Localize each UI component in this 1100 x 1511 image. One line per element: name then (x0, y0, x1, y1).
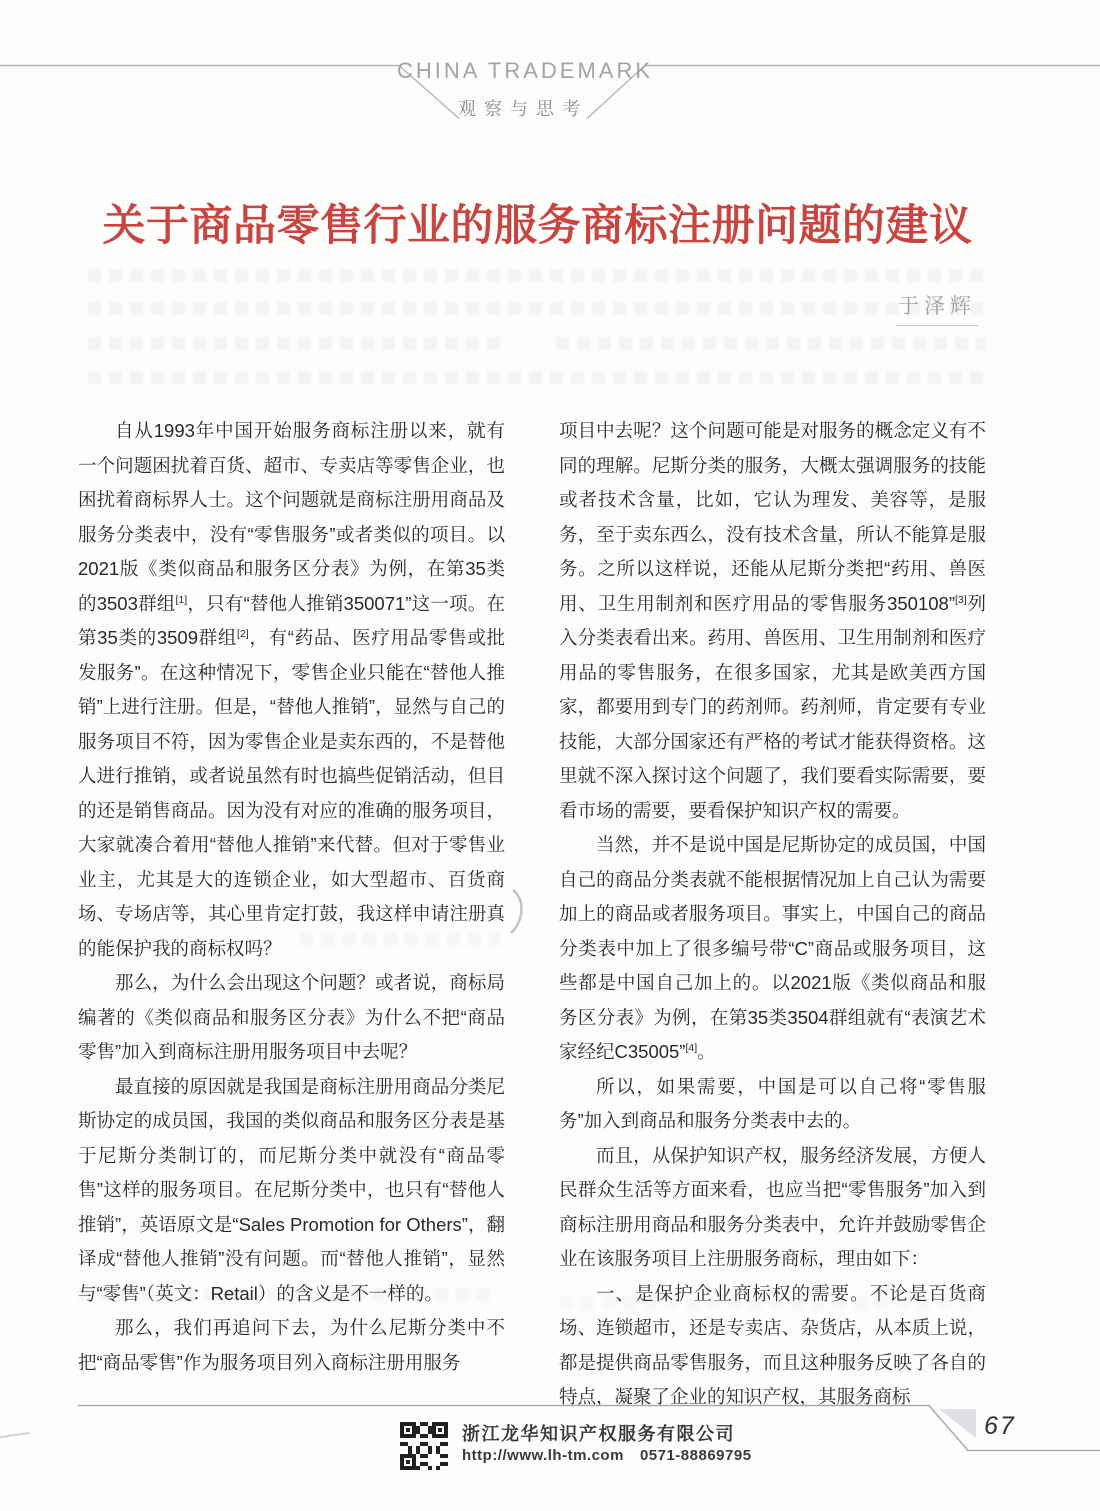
bleed-through-line (88, 302, 988, 315)
right-column (559, 414, 986, 1415)
bleed-through-line (88, 337, 508, 350)
article-paragraph: 所以，如果需要，中国是可以自己将“零售服务”加入到商品和服务分类表中去的。 (559, 1075, 986, 1131)
article-body (78, 414, 986, 1415)
bleed-through-line (88, 269, 988, 282)
article-paragraph: 一、是保护企业商标权的需要。不论是百货商场、连锁超市，还是专卖店、杂货店，从本质上说，都是提供商品零售服务，而且这种服务反映了各自的特点，凝聚了企业的知识产权，其服务商标 (559, 1282, 986, 1407)
bleed-through-line (556, 337, 986, 350)
article-author: 于泽辉 (896, 290, 978, 326)
publisher-phone: 0571-88869795 (639, 1447, 752, 1464)
publisher-name: 浙江龙华知识产权服务有限公司 (462, 1424, 735, 1444)
article-paragraph: 自从1993年中国开始服务商标注册以来，就有一个问题困扰着百货、超市、专卖店等零售企业，也困扰着商标界人士。这个问题就是商标注册用商品及服务分类表中，没有“零售服务”或者类似的项目。以2021版《类似商品和服务区分表》为例，在第35类的3503群组[1]，只有“替他人推销350071”这一项。在第35类的3509群组[2]，有“药品、医疗用品零售或批发服务”。在这种情况下，零售企业只能在“替他人推销”上进行注册。但是，“替他人推销”，显然与自己的服务项目不符，因为零售企业是卖东西的，不是替他人进行推销，或者说虽然有时也搞些促销活动，但目的还是销售商品。因为没有对应的准确的服务项目，大家就凑合着用“替他人推销”来代替。但对于零售业业主，尤其是大的连锁企业，如大型超市、百货商场、专场店等，其心里肯定打鼓，我这样申请注册真的能保护我的商标权吗？ (78, 420, 506, 959)
article-paragraph: 最直接的原因就是我国是商标注册用商品分类尼斯协定的成员国，我国的类似商品和服务区分表是基于尼斯分类制订的，而尼斯分类中就没有“商品零售”这样的服务项目。在尼斯分类中，也只有“替他人推销”，英语原文是“Sales Promotion for Others”，翻译成“替他人推销”没有问题。而“替他人推销”，显然与“零售”（英文：Retail）的含义是不一样的。 (78, 1075, 505, 1304)
article-title: 关于商品零售行业的服务商标注册问题的建议 (102, 202, 973, 250)
article-paragraph: 那么，我们再追问下去，为什么尼斯分类中不把“商品零售”作为服务项目列入商标注册用服务 (78, 1317, 505, 1373)
bleed-through-line (88, 371, 988, 384)
section-title: 观察与思考 (458, 99, 588, 119)
scan-artifact-curl (505, 888, 531, 936)
publisher-contact (462, 1447, 752, 1464)
magazine-name: CHINA TRADEMARK (396, 58, 654, 83)
article-paragraph: 当然，并不是说中国是尼斯协定的成员国，中国自己的商品分类表就不能根据情况加上自己认为需要加上的商品或者服务项目。事实上，中国自己的商品分类表中加上了很多编号带“C”商品或服务项目，这些都是中国自己加上的。以2021版《类似商品和服务区分表》为例，在第35类3504群组就有“表演艺术家经纪C35005”[4]。 (559, 834, 986, 1062)
left-column (78, 414, 505, 1415)
article-paragraph: 那么，为什么会出现这个问题？或者说，商标局编著的《类似商品和服务区分表》为什么不把“商品零售”加入到商标注册用服务项目中去呢？ (78, 972, 505, 1062)
page-number: 67 (984, 1412, 1016, 1440)
article-paragraph: 而且，从保护知识产权，服务经济发展，方便人民群众生活等方面来看，也应当把“零售服务”加入到商标注册用商品和服务分类表中，允许并鼓励零售企业在该服务项目上注册服务商标，理由如下： (559, 1144, 986, 1269)
publisher-website: http://www.lh-tm.com (462, 1447, 624, 1464)
qr-code-icon (400, 1422, 448, 1470)
article-paragraph: 项目中去呢？这个问题可能是对服务的概念定义有不同的理解。尼斯分类的服务，大概太强调服务的技能或者技术含量，比如，它认为理发、美容等，是服务，至于卖东西么，没有技术含量，所认不能算是服务。之所以这样说，还能从尼斯分类把“药用、兽医用、卫生用制剂和医疗用品的零售服务350108”[3]列入分类表看出来。药用、兽医用、卫生用制剂和医疗用品的零售服务，在很多国家，尤其是欧美西方国家，都要用到专门的药剂师。药剂师，肯定要有专业技能，大部分国家还有严格的考试才能获得资格。这里就不深入探讨这个问题了，我们要看实际需要，要看市场的需要，要看保护知识产权的需要。 (559, 420, 986, 821)
